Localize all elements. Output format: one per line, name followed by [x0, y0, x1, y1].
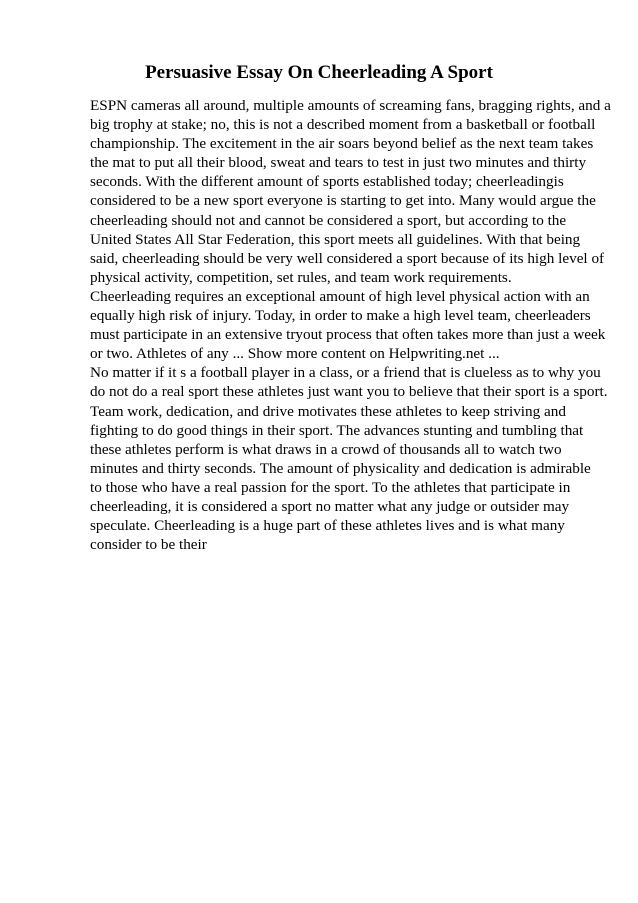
text-line: the mat to put all their blood, sweat and tears to test in just two minutes and thirty — [90, 154, 587, 172]
text-line: said, cheerleading should be very well considered a sport because of its high level of — [90, 249, 605, 267]
text-line: cheerleading should not and cannot be considered a sport, but according to the — [90, 211, 567, 229]
text-line: big trophy at stake; no, this is not a described moment from a basketball or football — [90, 116, 596, 134]
text-line: these athletes perform is what draws in a crowd of thousands all to watch two — [90, 440, 562, 458]
text-line: fighting to do good things in their sport. The advances stunting and tumbling that — [90, 421, 584, 439]
text-line: speculate. Cheerleading is a huge part of these athletes lives and is what many — [90, 517, 565, 535]
text-line: equally high risk of injury. Today, in order to make a high level team, cheerleaders — [90, 307, 591, 325]
text-line: championship. The excitement in the air soars beyond belief as the next team takes — [90, 135, 594, 153]
text-line: to those who have a real passion for the sport. To the athletes that participate in — [90, 478, 571, 496]
text-line: consider to be their — [90, 536, 207, 554]
text-line: United States All Star Federation, this sport meets all guidelines. With that being — [90, 230, 581, 248]
text-line: No matter if it s a football player in a class, or a friend that is clueless as to why you — [90, 364, 601, 382]
text-line: minutes and thirty seconds. The amount of physicality and dedication is admirable — [90, 459, 591, 477]
text-line: ESPN cameras all around, multiple amounts of screaming fans, bragging rights, and a — [90, 97, 611, 114]
text-line: must participate in an extensive tryout process that often takes more than just a week — [90, 326, 606, 344]
text-line: physical activity, competition, set rules, and team work requirements. — [90, 268, 512, 286]
text-line: cheerleading, it is considered a sport no matter what any judge or outsider may — [90, 497, 570, 515]
text-line: seconds. With the different amount of sports established today; cheerleadingis — [90, 173, 564, 191]
text-line: Cheerleading requires an exceptional amount of high level physical action with an — [90, 287, 590, 305]
text-line: Team work, dedication, and drive motivates these athletes to keep striving and — [90, 402, 566, 420]
text-line: considered to be a new sport everyone is starting to get into. Many would argue the — [90, 192, 596, 210]
text-line: or two. Athletes of any ... Show more content on Helpwriting.net ... — [90, 345, 500, 363]
page-title: Persuasive Essay On Cheerleading A Sport — [145, 62, 493, 83]
essay-body — [90, 96, 610, 554]
text-line: do not do a real sport these athletes just want you to believe that their sport is a sport. — [90, 383, 608, 401]
